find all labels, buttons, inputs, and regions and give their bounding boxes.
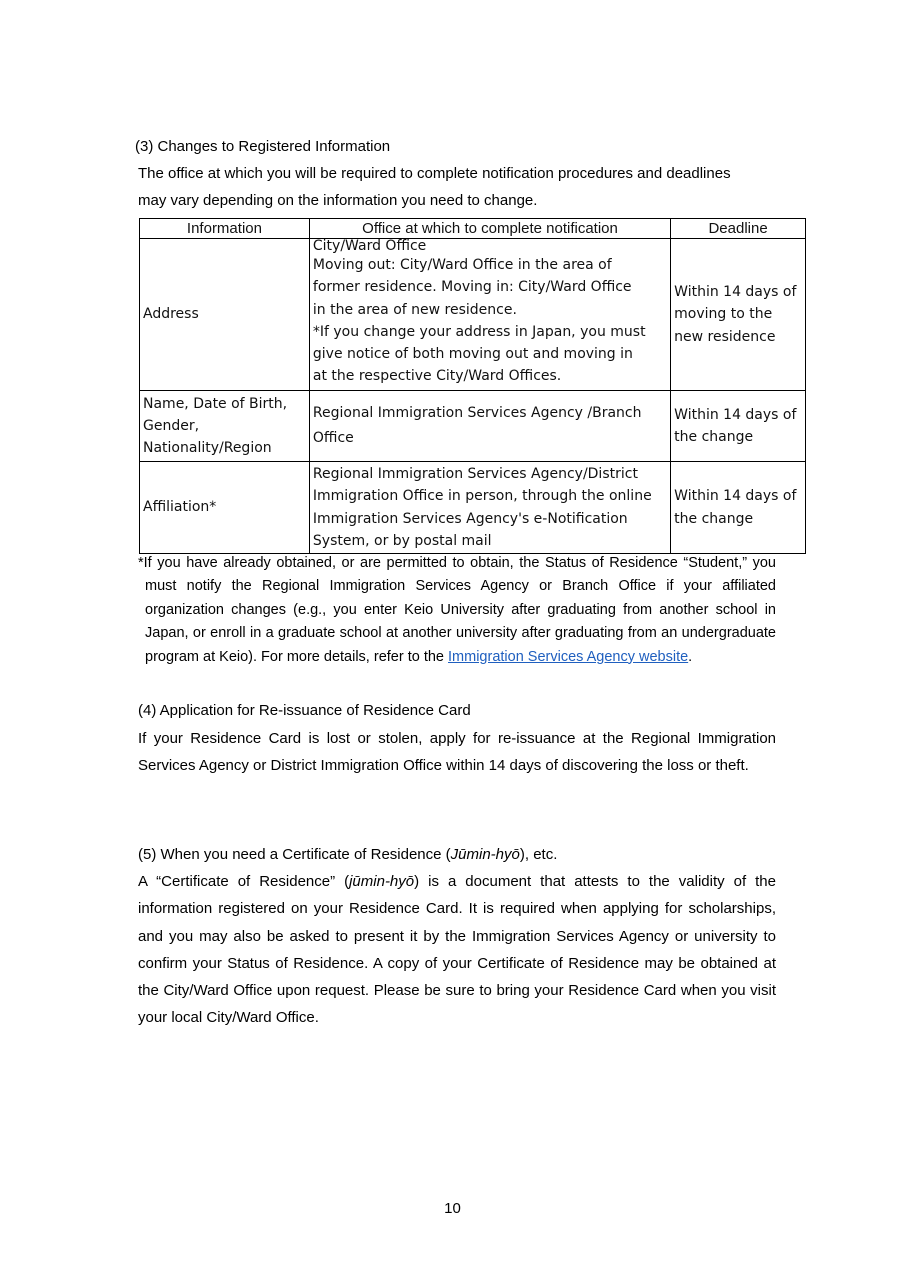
deadline-cell	[671, 239, 806, 391]
deadline-text: new residence	[674, 328, 776, 345]
deadline-text: Within 14 days of	[674, 406, 797, 423]
footnote-text: .	[688, 648, 693, 665]
page-number: 10	[444, 1200, 461, 1217]
office-text: System, or by postal mail	[312, 532, 492, 549]
office-text: give notice of both moving out and moving in	[312, 346, 633, 363]
info-text: Affiliation*	[143, 499, 217, 516]
footnote-line: *If you have already obtained, or are permitted to obtain, the Status of Residence “Student,” you	[138, 555, 776, 571]
info-text: Address	[143, 306, 199, 323]
section3-heading: (3) Changes to Registered Information	[135, 138, 391, 155]
section3-intro-line2: may vary depending on the information you need to change.	[138, 192, 538, 209]
section5-body	[138, 868, 776, 1032]
heading-term: Jūmin-hyō	[450, 846, 520, 863]
office-text: at the respective City/Ward Offices.	[312, 368, 562, 385]
office-text: Moving out: City/Ward Office in the area of	[312, 257, 612, 273]
deadline-text: Within 14 days of	[674, 488, 797, 505]
deadline-text: the change	[674, 429, 754, 445]
info-text: Name, Date of Birth,	[143, 395, 288, 412]
table-row	[140, 391, 806, 462]
footnote-line: Japan, or enroll in a graduate school at another university after graduating from an undergraduate	[145, 625, 776, 642]
office-cell	[309, 391, 670, 462]
section4-heading: (4) Application for Re-issuance of Residence Card	[138, 702, 471, 719]
office-text: former residence. Moving in: City/Ward Office	[312, 279, 632, 296]
office-text: Regional Immigration Services Agency/District	[312, 465, 638, 482]
section3-intro-line1: The office at which you will be required to complete notification procedures and deadlines	[138, 165, 731, 182]
deadline-text: the change	[674, 510, 754, 527]
table-row	[140, 239, 806, 391]
affiliation-footnote	[138, 552, 776, 669]
section5-heading	[138, 841, 557, 868]
table-header-row	[140, 219, 806, 239]
info-cell	[140, 391, 310, 462]
footnote-line: must notify the Regional Immigration Services Agency or Branch Office if your affiliated	[145, 578, 776, 595]
office-text: Immigration Services Agency's e-Notification	[312, 510, 628, 527]
footnote-line	[138, 646, 776, 669]
info-cell	[140, 239, 310, 391]
office-cell	[309, 239, 670, 391]
body-text: ) is a document that attests to the validity of the information registered on your Residence Card. It is required when applying for scholarships, and you may also be asked to present it by the Immigration Services Agency or university to confirm your Status of Residence. A copy of your Certificate of Residence may be obtained at the City/Ward Office upon request. Please be sure to bring your Residence Card when you visit your local City/Ward Office.	[138, 873, 776, 1027]
info-text: Gender,	[143, 417, 200, 434]
header-office: Office at which to complete notification	[309, 219, 670, 239]
table-row	[140, 462, 806, 554]
office-text: in the area of new residence.	[312, 301, 517, 318]
header-information: Information	[140, 219, 310, 239]
heading-text: (5) When you need a Certificate of Residence (	[138, 846, 451, 863]
deadline-cell	[671, 462, 806, 554]
immigration-agency-website-link[interactable]: Immigration Services Agency website	[448, 648, 689, 665]
office-text: Immigration Office in person, through the online	[312, 488, 652, 505]
deadline-text: moving to the	[674, 306, 773, 323]
office-text: City/Ward Office	[312, 238, 427, 254]
info-text: Nationality/Region	[143, 440, 272, 457]
body-term: jūmin-hyō	[349, 873, 415, 890]
registered-info-table	[139, 218, 806, 554]
deadline-cell	[671, 391, 806, 462]
section4-body: If your Residence Card is lost or stolen, apply for re-issuance at the Regional Immigration Services Agency or District Immigration Office within 14 days of discovering the loss or theft.	[138, 730, 776, 775]
office-cell	[309, 462, 670, 554]
footnote-text: program at Keio). For more details, refer to the	[145, 648, 449, 665]
header-deadline: Deadline	[671, 219, 806, 239]
office-text: Regional Immigration Services Agency /Branch	[312, 405, 642, 421]
deadline-text: Within 14 days of	[674, 284, 797, 301]
body-text: A “Certificate of Residence” (	[138, 873, 350, 890]
info-cell	[140, 462, 310, 554]
heading-text: ), etc.	[519, 846, 558, 863]
footnote-line: organization changes (e.g., you enter Keio University after graduating from another school in	[145, 601, 776, 618]
office-text: Office	[312, 430, 354, 446]
office-text: *If you change your address in Japan, you must	[312, 323, 646, 340]
